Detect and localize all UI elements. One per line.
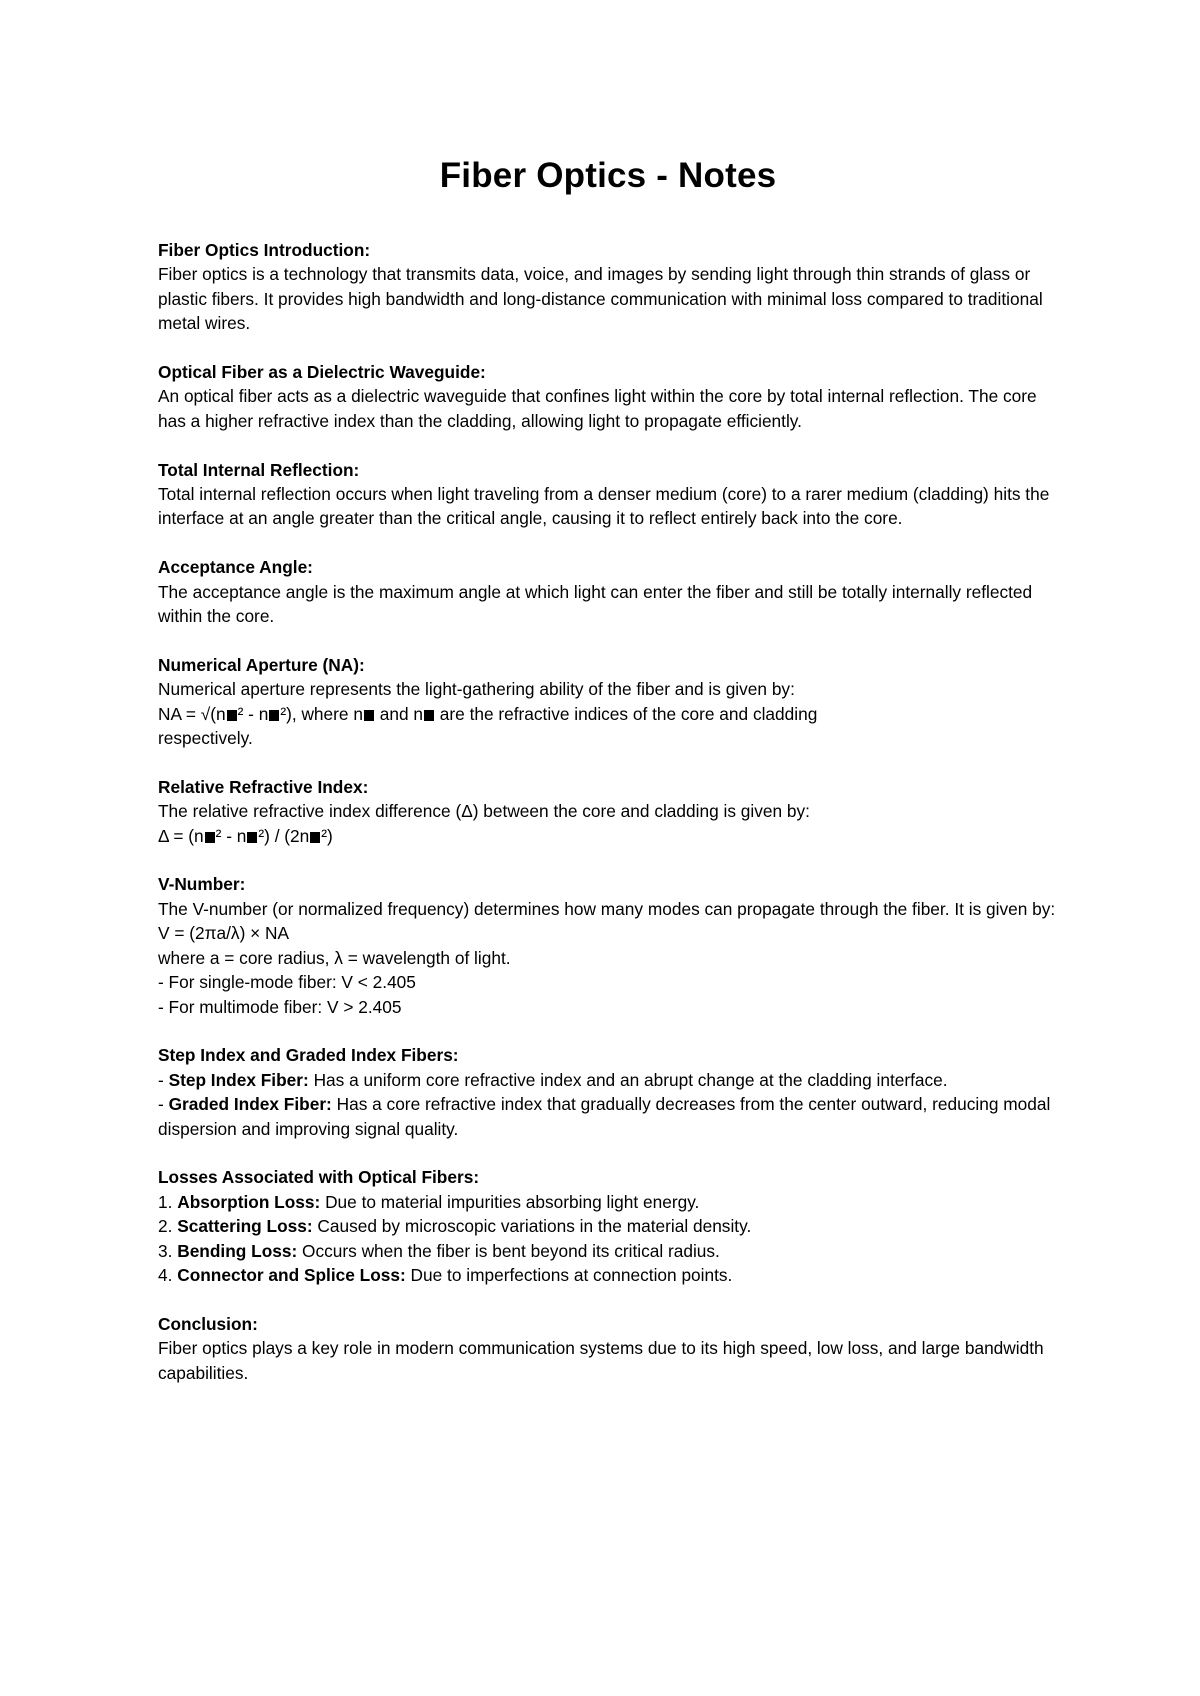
list-item xyxy=(158,1190,1058,1214)
section-waveguide xyxy=(158,360,1058,433)
section-losses xyxy=(158,1165,1058,1287)
list-item xyxy=(158,1092,1058,1141)
list-number: 3. xyxy=(158,1240,178,1261)
item-label: Connector and Splice Loss: xyxy=(177,1264,406,1285)
section-text: Fiber optics plays a key role in modern communication systems due to its high speed, low loss, and large bandwidth capabilities. xyxy=(158,1338,1044,1383)
list-bullet: - xyxy=(158,1094,169,1115)
section-relative-refractive-index xyxy=(158,775,1058,848)
list-item xyxy=(158,1068,1058,1092)
section-text: The relative refractive index difference (Δ) between the core and cladding is given by: xyxy=(158,801,810,822)
v-multimode: - For multimode fiber: V > 2.405 xyxy=(158,996,402,1017)
formula-text: and n xyxy=(374,703,423,724)
missing-glyph-icon xyxy=(205,832,215,843)
list-number: 1. xyxy=(158,1191,178,1212)
item-label: Bending Loss: xyxy=(177,1240,298,1261)
section-heading: Relative Refractive Index: xyxy=(158,776,369,797)
item-label: Scattering Loss: xyxy=(177,1216,313,1237)
missing-glyph-icon xyxy=(247,832,257,843)
section-heading: Total Internal Reflection: xyxy=(158,459,360,480)
item-text: Occurs when the fiber is bent beyond its critical radius. xyxy=(297,1240,720,1261)
item-label: Absorption Loss: xyxy=(177,1191,321,1212)
formula-text: NA = √(n xyxy=(158,703,226,724)
item-label: Graded Index Fiber: xyxy=(168,1094,332,1115)
item-label: Step Index Fiber: xyxy=(168,1069,309,1090)
section-heading: Losses Associated with Optical Fibers: xyxy=(158,1167,480,1188)
v-single-mode: - For single-mode fiber: V < 2.405 xyxy=(158,972,416,993)
section-text: Total internal reflection occurs when light traveling from a denser medium (core) to a rarer medium (cladding) hits the interface at an angle greater than the critical angle, causing it to reflect entirely back into the core. xyxy=(158,484,1050,529)
section-total-internal-reflection xyxy=(158,458,1058,531)
formula-text: Δ = (n xyxy=(158,825,204,846)
section-step-graded xyxy=(158,1043,1058,1141)
delta-formula xyxy=(158,824,1058,848)
section-intro xyxy=(158,238,1058,336)
list-item xyxy=(158,1239,1058,1263)
section-text: The acceptance angle is the maximum angle at which light can enter the fiber and still be totally internally reflected within the core. xyxy=(158,581,1033,627)
section-heading: Numerical Aperture (NA): xyxy=(158,654,365,675)
section-conclusion xyxy=(158,1312,1058,1385)
section-heading: Acceptance Angle: xyxy=(158,557,313,578)
document-body xyxy=(158,238,1058,1409)
item-text: Has a core refractive index that gradually decreases from the center outward, reducing modal dispersion and improving signal quality. xyxy=(158,1094,1051,1139)
list-item xyxy=(158,1214,1058,1238)
item-text: Has a uniform core refractive index and an abrupt change at the cladding interface. xyxy=(308,1069,948,1090)
na-formula xyxy=(158,702,1058,726)
item-text: Due to imperfections at connection points. xyxy=(405,1264,733,1285)
v-formula: V = (2πa/λ) × NA xyxy=(158,923,290,944)
section-text: Numerical aperture represents the light-gathering ability of the fiber and is given by: xyxy=(158,679,795,700)
section-v-number xyxy=(158,872,1058,1018)
list-number: 4. xyxy=(158,1264,178,1285)
formula-text: ² - n xyxy=(237,703,269,724)
formula-text: are the refractive indices of the core and cladding xyxy=(434,703,818,724)
list-bullet: - xyxy=(158,1069,169,1090)
formula-text: ²), where n xyxy=(280,703,363,724)
formula-text: ²) xyxy=(321,825,333,846)
section-heading: Step Index and Graded Index Fibers: xyxy=(158,1045,459,1066)
section-numerical-aperture xyxy=(158,653,1058,751)
section-text: respectively. xyxy=(158,728,253,749)
missing-glyph-icon xyxy=(227,710,237,721)
missing-glyph-icon xyxy=(269,710,279,721)
section-heading: V-Number: xyxy=(158,874,246,895)
section-text: The V-number (or normalized frequency) determines how many modes can propagate through the fiber. It is given by: xyxy=(158,898,1056,919)
document-title: Fiber Optics - Notes xyxy=(439,156,777,195)
section-acceptance-angle xyxy=(158,555,1058,628)
v-where: where a = core radius, λ = wavelength of light. xyxy=(158,947,511,968)
item-text: Caused by microscopic variations in the material density. xyxy=(312,1216,752,1237)
section-text: An optical fiber acts as a dielectric waveguide that confines light within the core by total internal reflection. The core has a higher refractive index than the cladding, allowing light to propagate efficiently. xyxy=(158,386,1037,431)
list-item xyxy=(158,1263,1058,1287)
missing-glyph-icon xyxy=(310,832,320,843)
section-heading: Conclusion: xyxy=(158,1313,258,1334)
missing-glyph-icon xyxy=(424,710,434,721)
item-text: Due to material impurities absorbing light energy. xyxy=(320,1191,700,1212)
section-heading: Optical Fiber as a Dielectric Waveguide: xyxy=(158,362,486,383)
section-text: Fiber optics is a technology that transmits data, voice, and images by sending light through thin strands of glass or plastic fibers. It provides high bandwidth and long-distance communication with minimal loss compared to traditional metal wires. xyxy=(158,264,1043,334)
section-heading: Fiber Optics Introduction: xyxy=(158,240,371,260)
formula-text: ²) / (2n xyxy=(258,825,310,846)
formula-text: ² - n xyxy=(215,825,247,846)
missing-glyph-icon xyxy=(364,710,374,721)
list-number: 2. xyxy=(158,1216,178,1237)
